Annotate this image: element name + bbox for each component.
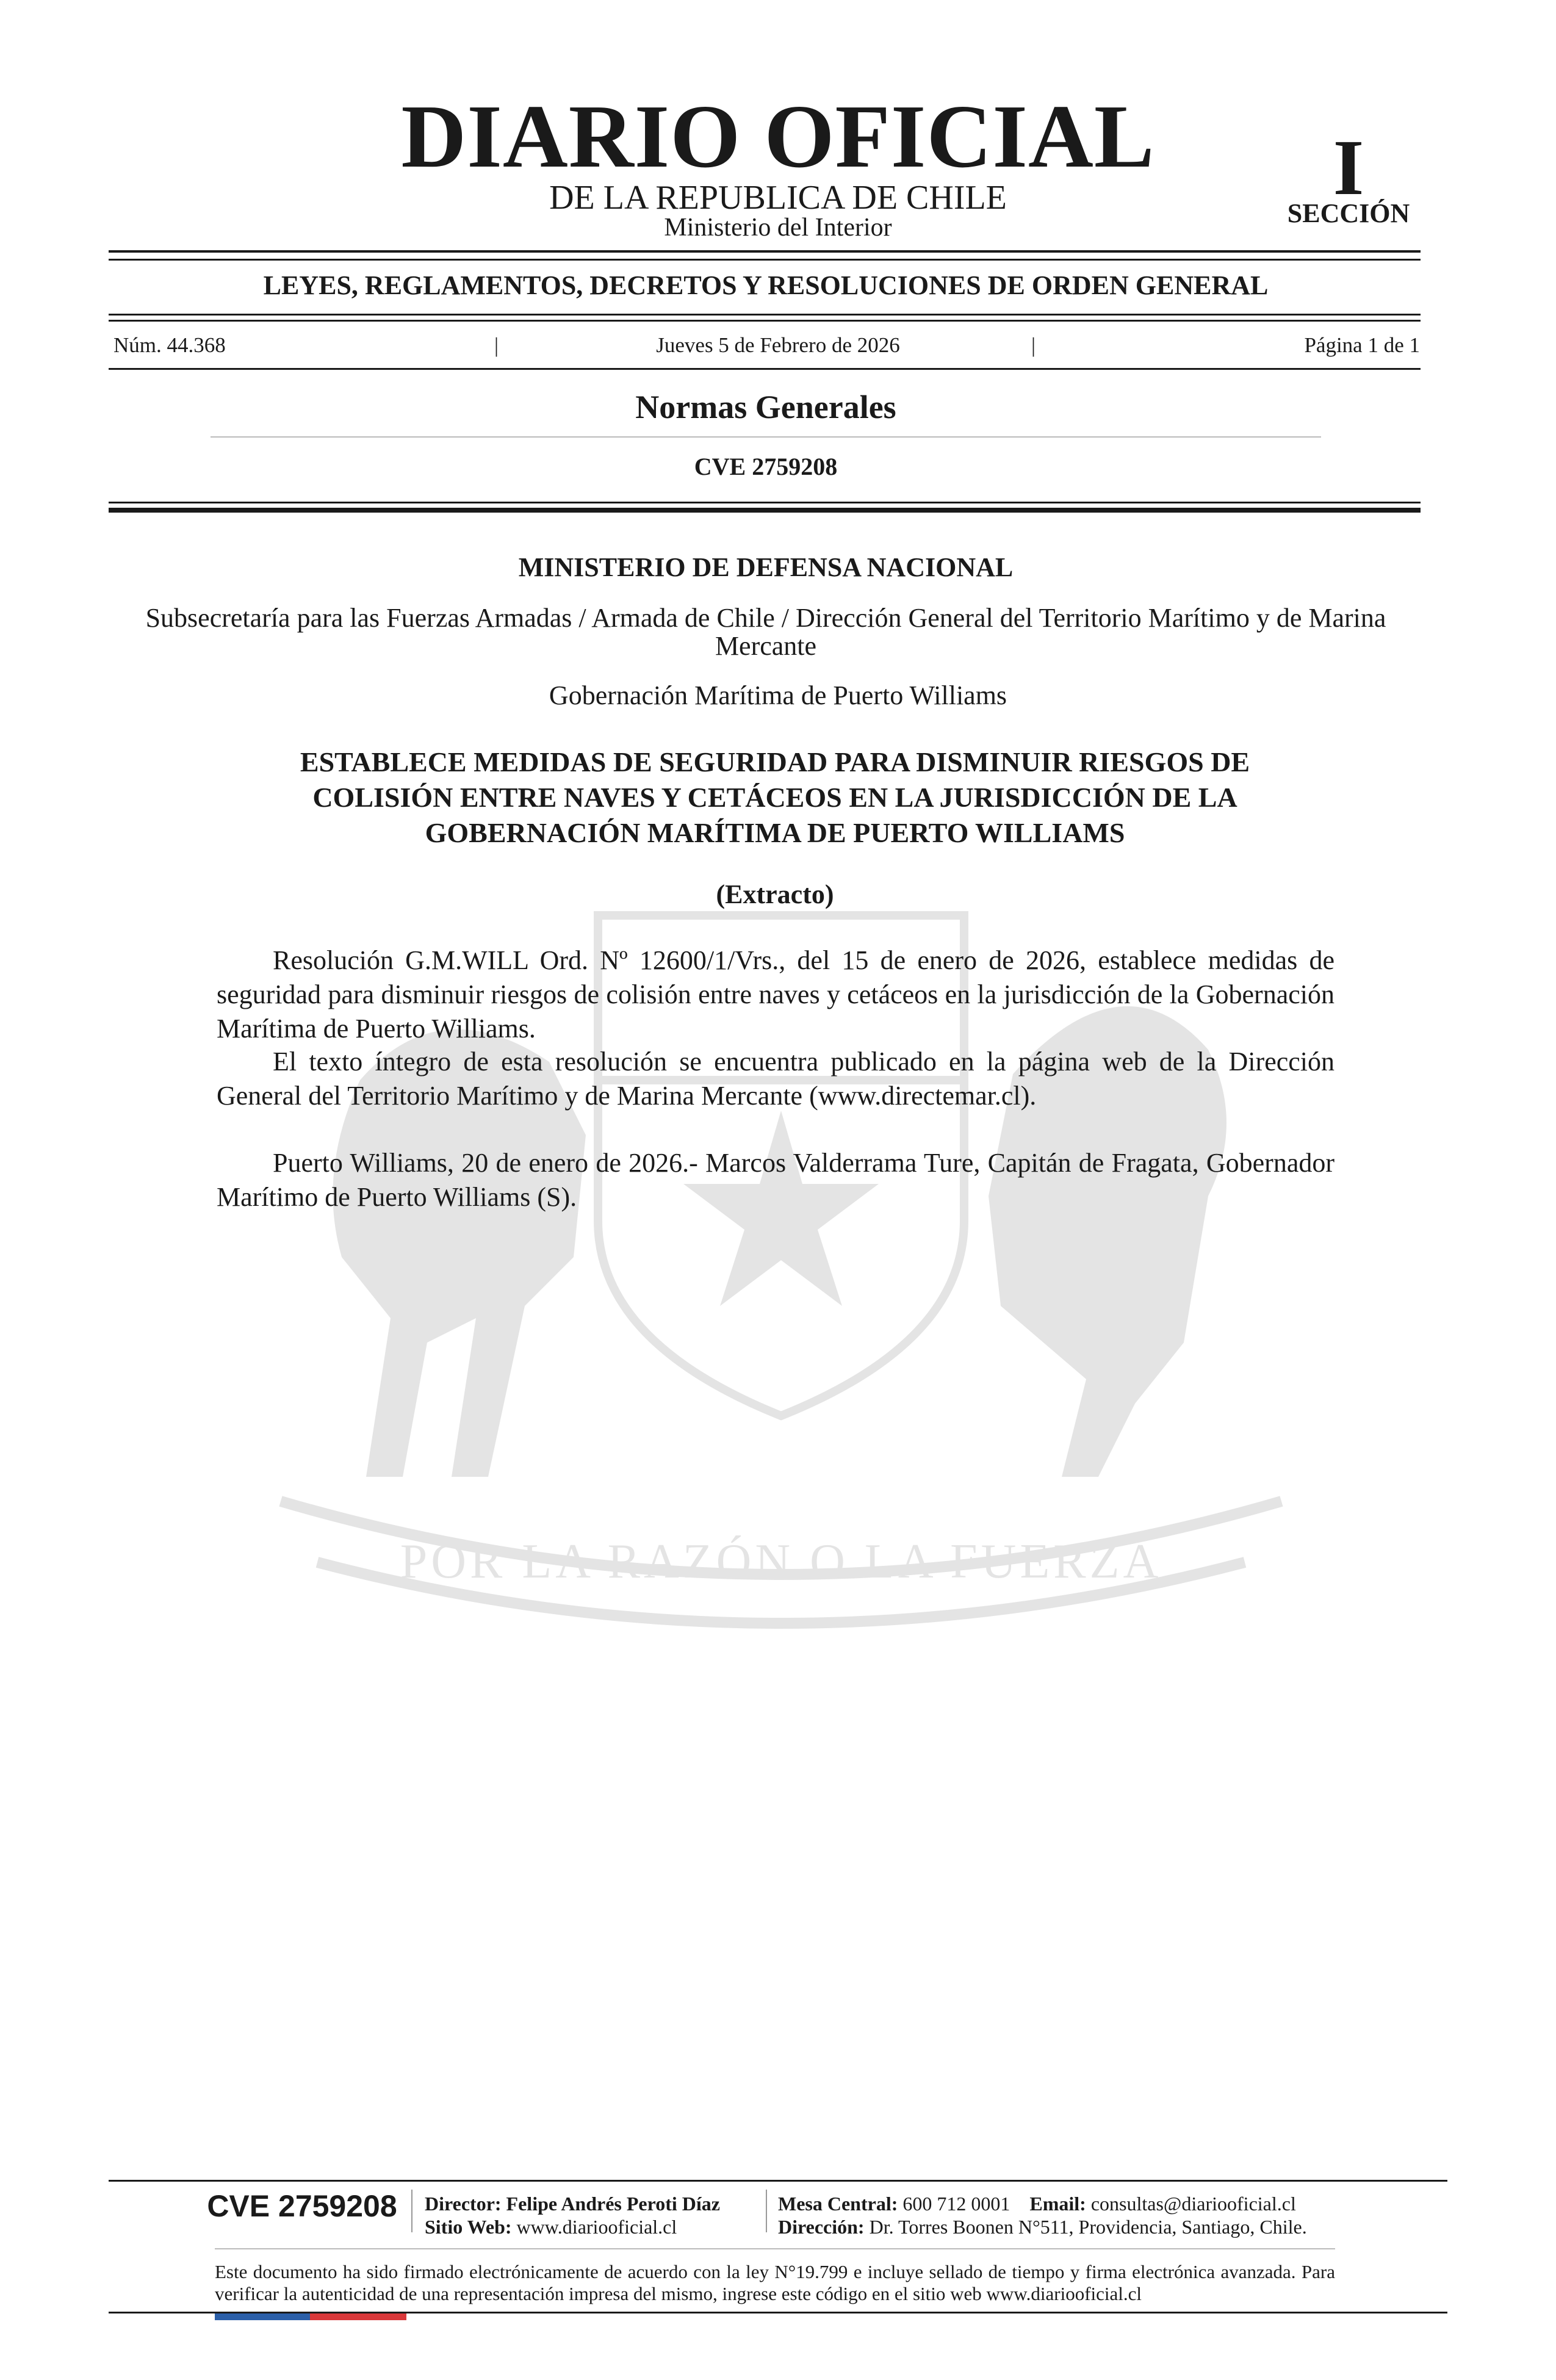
seal-motto: POR LA RAZÓN O LA FUERZA [400,1535,1162,1588]
section-label: SECCIÓN [1287,198,1410,228]
phone-number: 600 712 0001 [902,2193,1010,2215]
footer-rule-light [215,2248,1335,2249]
header-rule-thin [109,502,1421,503]
footer-contact-block [778,2192,1307,2238]
email-label: Email: [1029,2193,1086,2215]
meta-rule [109,368,1421,370]
masthead-title: DIARIO OFICIAL [401,87,1155,187]
ministry-name: MINISTERIO DE DEFENSA NACIONAL [518,552,1014,582]
footer-director-block [425,2192,720,2238]
meta-separator: | [494,333,499,357]
address: Dr. Torres Boonen N°511, Providencia, Santiago, Chile. [869,2216,1307,2238]
flag-stripe-blue [215,2313,310,2320]
extract-label: (Extracto) [716,879,834,909]
masthead-rule-bottom [109,259,1421,261]
section-heading: Normas Generales [635,389,896,425]
website-label: Sitio Web: [425,2216,512,2238]
issuing-unit: Gobernación Marítima de Puerto Williams [549,680,1007,710]
masthead-subtitle: DE LA REPUBLICA DE CHILE [549,179,1007,217]
masthead-ministry: Ministerio del Interior [664,214,892,242]
flag-stripe-red [310,2313,406,2320]
footer-rule-top [109,2180,1447,2182]
footer-divider [766,2190,767,2232]
band-rule-top [109,314,1421,316]
footer-cve-code: CVE 2759208 [207,2189,397,2223]
footer-divider [411,2190,412,2232]
legal-notice: Este documento ha sido firmado electrónicamente de acuerdo con la ley N°19.799 e incluye sellado de tiempo y firma electrónica avanzada. Para verificar la autenticidad de una representación impresa del mismo, ingrese este código en el sitio web www.diariooficial.cl [215,2261,1335,2304]
address-label: Dirección: [778,2216,865,2238]
masthead-rule-top [109,250,1421,253]
signature-paragraph: Puerto Williams, 20 de enero de 2026.- Marcos Valderrama Ture, Capitán de Fragata, Gobernador Marítimo de Puerto Williams (S). [217,1148,1334,1212]
issue-number: Núm. 44.368 [113,333,226,357]
body-paragraph: Resolución G.M.WILL Ord. Nº 12600/1/Vrs., del 15 de enero de 2026, establece medidas de seguridad para disminuir riesgos de colisión entre naves y cetáceos en la jurisdicción de la Gobernación Marítima de Puerto Williams. [217,945,1334,1044]
director-name: Felipe Andrés Peroti Díaz [506,2193,720,2215]
phone-label: Mesa Central: [778,2193,898,2215]
issuing-dependency: Subsecretaría para las Fuerzas Armadas / Armada de Chile / Dirección General del Territorio Marítimo y de Marina Mercante [145,603,1386,661]
director-label: Director: [425,2193,502,2215]
email-link[interactable]: consultas@diariooficial.cl [1090,2193,1296,2215]
body-paragraph: El texto íntegro de esta resolución se encuentra publicado en la página web de la Dirección General del Territorio Marítimo y de Marina Mercante (www.directemar.cl). [217,1047,1334,1111]
cve-code: CVE 2759208 [694,453,838,480]
website-link[interactable]: www.diariooficial.cl [516,2216,677,2238]
category-band: LEYES, REGLAMENTOS, DECRETOS Y RESOLUCIONES DE ORDEN GENERAL [263,270,1269,300]
meta-separator: | [1031,333,1036,357]
resolution-title: ESTABLECE MEDIDAS DE SEGURIDAD PARA DISMINUIR RIESGOS DE COLISIÓN ENTRE NAVES Y CETÁCEOS EN LA JURISDICCIÓN DE LA GOBERNACIÓN MARÍTIMA DE PUERTO WILLIAMS [300,746,1250,848]
section-numeral: I [1333,124,1364,212]
header-rule-thick [109,508,1421,513]
section-heading-divider [211,436,1321,438]
issue-date: Jueves 5 de Febrero de 2026 [656,333,900,357]
band-rule-bottom [109,320,1421,322]
page-count: Página 1 de 1 [1304,333,1420,357]
